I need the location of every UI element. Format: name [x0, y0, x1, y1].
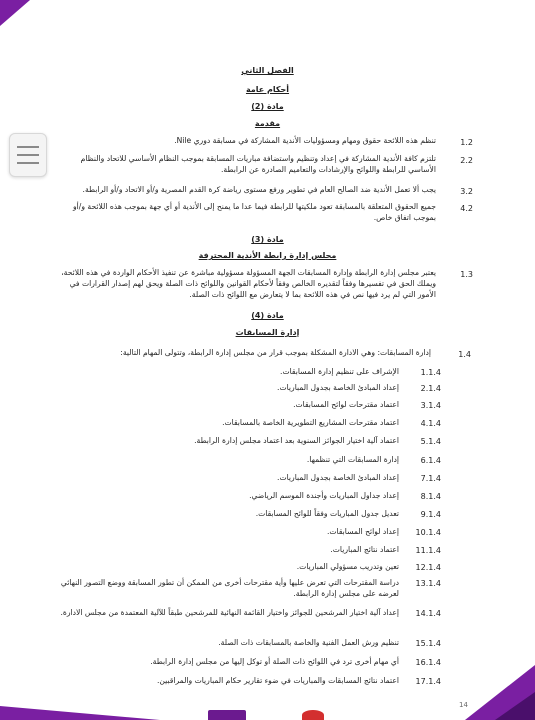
clause-number: 2.2	[460, 156, 473, 165]
chapter-title: الفصل الثاني	[241, 66, 294, 75]
subheading-council: مجلس إدارة رابطة الأندية المحترفة	[198, 251, 337, 260]
subclause-text: إدارة المسابقات التي تنظمها.	[306, 455, 399, 464]
page-number: 14	[459, 701, 468, 709]
subclause-number: 3.1.4	[420, 401, 441, 410]
subclause-text: إعداد لوائح المسابقات.	[326, 527, 399, 536]
subclause-text: إعداد المبادئ الخاصة بجدول المباريات.	[277, 383, 399, 392]
subclause-text: اعتماد مقترحات المشاريع التطويرية الخاصة بالمسابقات.	[222, 418, 399, 427]
subclause-number: 13.1.4	[415, 579, 441, 588]
subclause-text: اعتماد نتائج المباريات.	[330, 545, 399, 554]
clause-text: يعتبر مجلس إدارة الرابطة وإدارة المسابقات الجهة المسؤولة مسؤولية مباشرة عن تنفيذ الأحكام الواردة في هذه اللائحة، ويملك الحق في تفسيرها وفقاً لتقديره الخالص وفقاً لأحكام القوانين واللوائح ذات الصلة ويحق لهم إصدار القرارات في الأمور التي لم يرد فيها نص في هذه اللائحة بما لا يتعارض مع اللوائح ذات الصلة.	[61, 268, 436, 299]
subclause-text: تعديل جدول المباريات وفقاً للوائح المسابقات.	[255, 509, 399, 518]
subclause-text: اعتماد مقترحات لوائح المسابقات.	[293, 400, 399, 409]
article-heading-4: مادة (4)	[251, 311, 284, 320]
subclause-number: 10.1.4	[415, 528, 441, 537]
subclause-text: تعين وتدريب مسؤولي المباريات.	[296, 562, 399, 571]
subclause-number: 16.1.4	[415, 658, 441, 667]
subclause-text: تنظيم ورش العمل الفنية والخاصة بالمسابقات ذات الصلة.	[218, 638, 399, 647]
clause-number: 1.3	[460, 270, 473, 279]
article-heading-2: مادة (2)	[251, 102, 284, 111]
subclause-number: 4.1.4	[420, 419, 441, 428]
clause-text: إدارة المسابقات: وهي الادارة المشكلة بموجب قرار من مجلس إدارة الرابطة، وتتولى المهام التالية:	[120, 348, 431, 357]
subclause-text: اعتماد نتائج المسابقات والمباريات في ضوء تقارير حكام المباريات والمراقبين.	[156, 676, 399, 685]
subclause-number: 2.1.4	[420, 384, 441, 393]
article-heading-3: مادة (3)	[251, 235, 284, 244]
subclause-text: إعداد المبادئ الخاصة بجدول المباريات.	[277, 473, 399, 482]
clause-number: 3.2	[460, 187, 473, 196]
subclause-text: إعداد جداول المباريات وأجندة الموسم الرياضي.	[249, 491, 399, 500]
subclause-text: دراسة المقترحات التي تعرض عليها وأية مقترحات أخرى من الممكن أن تطور المسابقة ووضع التصور النهائي لعرضه على مجلس إدارة الرابطة.	[60, 578, 399, 598]
subclause-number: 8.1.4	[420, 492, 441, 501]
subclause-number: 15.1.4	[415, 639, 441, 648]
subclause-number: 12.1.4	[415, 563, 441, 572]
clause-text: تنظم هذه اللائحة حقوق ومهام ومسؤوليات الأندية المشاركة في مسابقة دوري Nile.	[174, 136, 436, 145]
subclause-number: 11.1.4	[415, 546, 441, 555]
federation-logo	[302, 710, 324, 720]
clause-row	[0, 268, 535, 308]
subclause-text: أي مهام أخرى ترد في اللوائح ذات الصلة أو توكل إليها من مجلس إدارة الرابطة.	[150, 657, 399, 666]
subclause-number: 14.1.4	[415, 609, 441, 618]
clause-row	[0, 154, 535, 184]
subheading-competitions: إدارة المسابقات	[235, 328, 300, 337]
clause-text: جميع الحقوق المتعلقة بالمسابقة تعود ملكيتها للرابطة فيما عدا ما يمنح إلى الأندية أو أي جهة بموجب هذه اللائحة و/أو بموجب اتفاق خاص.	[73, 202, 436, 222]
clause-number: 4.2	[460, 204, 473, 213]
subclause-number: 9.1.4	[420, 510, 441, 519]
subclause-row	[0, 608, 535, 638]
league-logo	[208, 710, 246, 720]
section-title-general: أحكام عامة	[245, 85, 290, 94]
clause-number: 1.4	[458, 350, 471, 359]
clause-text: يجب ألا تعمل الأندية ضد الصالح العام في تطوير ورفع مستوى رياضة كرة القدم المصرية و/أو الاتحاد و/أو الرابطة.	[82, 185, 436, 194]
clause-row	[0, 202, 535, 232]
subheading-intro: مقدمة	[254, 119, 281, 128]
subclause-number: 6.1.4	[420, 456, 441, 465]
subclause-row	[0, 676, 535, 706]
subclause-number: 1.1.4	[420, 368, 441, 377]
subclause-number: 7.1.4	[420, 474, 441, 483]
corner-accent-top-left	[0, 0, 30, 26]
subclause-number: 5.1.4	[420, 437, 441, 446]
clause-text: تلتزم كافة الأندية المشاركة في إعداد وتنظيم واستضافة مباريات المسابقة بموجب النظام الأساسي للاتحاد والنظام الأساسي للرابطة واللوائح والإرشادات والتعاميم الصادرة عن الرابطة.	[80, 154, 436, 174]
subclause-text: إعداد آلية اختيار المرشحين للجوائز واختيار القائمة النهائية للمرشحين طبقاً للآلية المعتمدة من مجلس الادارة.	[60, 608, 399, 617]
clause-number: 1.2	[460, 138, 473, 147]
subclause-row	[0, 578, 535, 608]
subclause-text: اعتماد آلية اختيار الجوائز السنوية بعد اعتماد مجلس إدارة الرابطة.	[194, 436, 399, 445]
corner-accent-bottom-left	[0, 706, 160, 720]
subclause-text: الإشراف على تنظيم إدارة المسابقات.	[280, 367, 399, 376]
subclause-number: 17.1.4	[415, 677, 441, 686]
